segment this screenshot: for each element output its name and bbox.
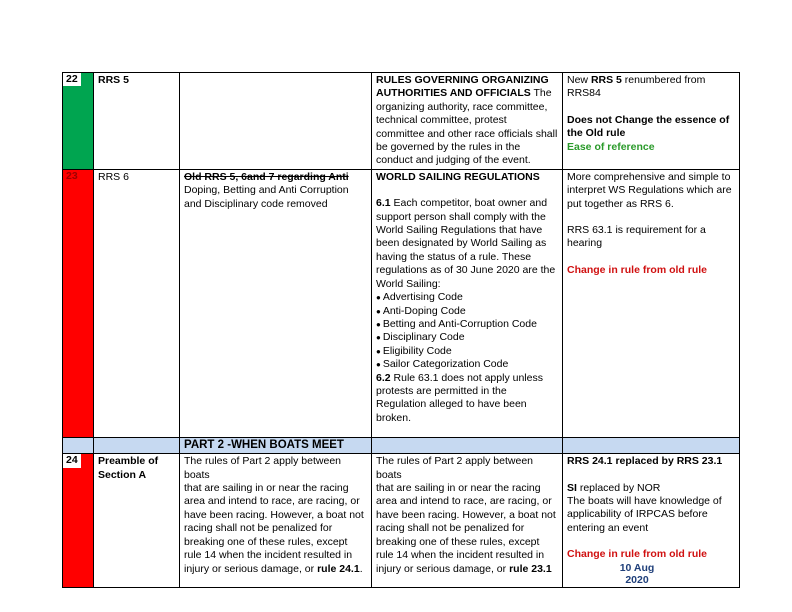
list-item: ● Anti-Doping Code xyxy=(376,305,558,318)
new-rule-title: WORLD SAILING REGULATIONS xyxy=(376,170,540,183)
table-row xyxy=(63,73,740,170)
comment-cell xyxy=(563,169,740,437)
comment-cell xyxy=(563,73,740,170)
old-rule-strike: Old RRS 5, 6and 7 regarding Anti xyxy=(184,170,349,183)
old-rule-bold: rule 24.1 xyxy=(317,562,360,575)
row-number-cell xyxy=(63,73,94,170)
row-number: 24 xyxy=(63,454,81,467)
old-rule-text: Doping, Betting and Anti Corruption and Disciplinary code removed xyxy=(184,184,349,210)
new-rule-bold: rule 23.1 xyxy=(509,562,552,575)
list-item: ● Advertising Code xyxy=(376,291,558,304)
comment-bold: Does not Change the essence of the Old rule xyxy=(567,113,730,140)
row-number: 22 xyxy=(63,73,81,86)
row-number-cell xyxy=(63,454,94,587)
new-rule-text: The rules of Part 2 apply between boats xyxy=(376,455,534,481)
old-rule-cell xyxy=(180,73,372,170)
comment-text: replaced by NOR xyxy=(576,481,661,494)
comment-text: RRS 63.1 is requirement for a hearing xyxy=(567,224,706,250)
list-item: ● Eligibility Code xyxy=(376,345,558,358)
comment-bold: SI xyxy=(567,481,577,494)
old-rule-cell xyxy=(180,454,372,587)
list-item: ● Betting and Anti-Corruption Code xyxy=(376,318,558,331)
new-rule-cell xyxy=(372,454,563,587)
comment-bold: RRS 5 xyxy=(590,74,622,86)
comment-text: More comprehensive and simple to interpret WS Regulations which are put together as RRS 6. xyxy=(567,170,732,210)
row-number: 23 xyxy=(66,169,78,182)
new-rule-cell xyxy=(372,73,563,170)
clause-text: Each competitor, boat owner and support person shall comply with the World Sailing Regulations that have been designated by World Sailing as having the status of a rule. These regulations as of 30 June 2020 are the World Sailing: xyxy=(376,197,556,290)
row-number-cell xyxy=(63,169,94,437)
date-stamp: 10 Aug 2020 xyxy=(619,561,655,586)
old-rule-cell xyxy=(180,169,372,437)
old-rule-text: . xyxy=(359,562,363,575)
section-title: PART 2 -WHEN BOATS MEET xyxy=(180,437,372,453)
rules-comparison-table xyxy=(62,72,740,588)
comment-red: Change in rule from old rule xyxy=(567,548,708,561)
list-item: ● Disciplinary Code xyxy=(376,331,558,344)
list-item: ● Sailor Categorization Code xyxy=(376,358,558,371)
section-cell xyxy=(372,437,563,453)
comment-green: Ease of reference xyxy=(567,140,655,153)
comment-text: New xyxy=(567,74,591,86)
old-rule-text: The rules of Part 2 apply between boats xyxy=(184,455,342,481)
new-rule-text: that are sailing in or near the racing area and intend to race, are racing, or have been racing. However, a boat not racing shall not be penalized for breaking one of these rules, except rule 14 when the incident resulted in injury or serious damage, or xyxy=(376,482,556,575)
new-rule-text: The organizing authority, race committee, technical committee, protest committee and other race officials shall be governed by the rules in the conduct and judging of the event. xyxy=(376,87,558,167)
rule-cell: RRS 6 xyxy=(94,169,180,437)
new-rule-title: RULES GOVERNING ORGANIZING AUTHORITIES AND OFFICIALS xyxy=(376,74,549,100)
table-row xyxy=(63,454,740,587)
new-rule-cell xyxy=(372,169,563,437)
comment-cell xyxy=(563,454,740,587)
comment-text: The boats will have knowledge of applicability of IRPCAS before entering an event xyxy=(567,495,722,534)
section-cell xyxy=(563,437,740,453)
comment-red: Change in rule from old rule xyxy=(567,263,708,276)
comment-text: renumbered from RRS84 xyxy=(567,74,706,100)
clause-text: Rule 63.1 does not apply unless protests are permitted in the Regulation alleged to have been broken. xyxy=(376,371,543,424)
old-rule-text: that are sailing in or near the racing area and intend to race, are racing, or have been racing. However, a boat not racing shall not be penalized for breaking one of these rules, except rule 14 when the incident resulted in injury or serious damage, or xyxy=(184,482,364,575)
table-row xyxy=(63,169,740,437)
section-cell xyxy=(63,437,94,453)
rule-cell: Preamble of Section A xyxy=(94,454,180,587)
rule-cell: RRS 5 xyxy=(94,73,180,170)
section-cell xyxy=(94,437,180,453)
clause-label: 6.2 xyxy=(376,371,391,384)
clause-label: 6.1 xyxy=(376,197,391,210)
section-header-row xyxy=(63,437,740,453)
comment-bold: RRS 24.1 replaced by RRS 23.1 xyxy=(567,455,723,468)
